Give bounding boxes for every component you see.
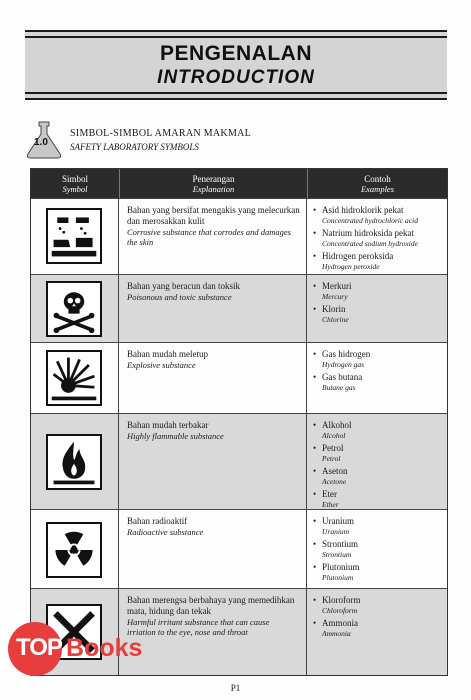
example-english: Petrol bbox=[322, 454, 341, 463]
example-malay: • Plutonium bbox=[322, 562, 360, 572]
list-item bbox=[313, 281, 443, 302]
table-row bbox=[31, 198, 447, 274]
example-malay: • Gas butana bbox=[322, 372, 363, 382]
table-header bbox=[31, 169, 447, 198]
page-number: P1 bbox=[230, 683, 241, 693]
header-symbol bbox=[31, 169, 119, 198]
radioactive-icon bbox=[46, 522, 102, 578]
example-malay: • Merkuri bbox=[322, 281, 352, 291]
examples-cell bbox=[307, 275, 447, 342]
watermark-books-text: Books bbox=[66, 634, 143, 662]
header-symbol-malay: Simbol bbox=[61, 174, 88, 184]
list-item bbox=[313, 304, 443, 325]
example-english: Acetone bbox=[322, 477, 347, 486]
table-row bbox=[31, 274, 447, 342]
example-malay: • Natrium hidroksida pekat bbox=[322, 228, 414, 238]
example-english: Hydrogen gas bbox=[322, 360, 365, 369]
symbol-cell bbox=[31, 510, 119, 588]
examples-cell bbox=[307, 414, 447, 509]
symbol-cell bbox=[31, 414, 119, 509]
explanation-malay: Bahan radioaktif bbox=[127, 516, 188, 526]
example-malay: • Hidrogen peroksida bbox=[322, 251, 394, 261]
example-malay: • Uranium bbox=[322, 516, 354, 526]
header-examples-english: Examples bbox=[360, 184, 395, 194]
title-banner bbox=[25, 30, 447, 100]
example-english: Chlorine bbox=[322, 315, 349, 324]
example-english: Plutonium bbox=[322, 573, 354, 582]
symbol-cell bbox=[31, 199, 119, 274]
corrosive-icon bbox=[46, 208, 102, 264]
examples-cell bbox=[307, 343, 447, 413]
header-explanation bbox=[119, 169, 307, 198]
example-english: Hydrogen peroxide bbox=[322, 262, 380, 271]
example-malay: • Kloroform bbox=[322, 595, 361, 605]
explosive-icon bbox=[46, 350, 102, 406]
examples-cell bbox=[307, 199, 447, 274]
watermark-top-text: TOP bbox=[16, 634, 62, 661]
examples-cell bbox=[307, 510, 447, 588]
list-item bbox=[313, 466, 443, 487]
example-english: Alcohol bbox=[322, 431, 346, 440]
explanation-cell bbox=[119, 414, 307, 509]
example-malay: • Gas hidrogen bbox=[322, 349, 371, 359]
explanation-english: Radioactive substance bbox=[127, 527, 204, 537]
list-item bbox=[313, 205, 443, 226]
explanation-cell bbox=[119, 275, 307, 342]
skull-crossbones-icon bbox=[46, 281, 102, 337]
list-item bbox=[313, 618, 443, 639]
header-explanation-malay: Penerangan bbox=[192, 174, 235, 184]
explanation-english: Highly flammable substance bbox=[127, 431, 224, 441]
example-english: Ether bbox=[322, 500, 339, 509]
example-malay: • Ammonia bbox=[322, 618, 358, 628]
explanation-english: Corrosive substance that corrodes and damages the skin bbox=[127, 227, 291, 247]
example-malay: • Eter bbox=[322, 489, 337, 499]
list-item bbox=[313, 562, 443, 583]
list-item bbox=[313, 251, 443, 272]
header-symbol-english: Symbol bbox=[62, 184, 88, 194]
header-examples-malay: Contoh bbox=[364, 174, 391, 184]
section-number: 1.0 bbox=[34, 137, 48, 148]
examples-cell bbox=[307, 589, 447, 675]
list-item bbox=[313, 349, 443, 370]
example-english: Strontium bbox=[322, 550, 352, 559]
section-title: SIMBOL-SIMBOL AMARAN MAKMAL bbox=[70, 128, 252, 139]
example-malay: • Alkohol bbox=[322, 420, 352, 430]
flame-icon bbox=[46, 434, 102, 490]
table-row bbox=[31, 342, 447, 413]
page-title: PENGENALAN bbox=[159, 42, 312, 65]
example-english: Concentrated hydrochloric acid bbox=[322, 216, 418, 225]
example-malay: • Aseton bbox=[322, 466, 348, 476]
explanation-malay: Bahan merengsa berbahaya yang memedihkan mata, hidung dan tekak bbox=[127, 595, 295, 616]
symbol-cell bbox=[31, 275, 119, 342]
example-english: Mercury bbox=[322, 292, 348, 301]
explanation-cell bbox=[119, 510, 307, 588]
explanation-malay: Bahan mudah terbakar bbox=[127, 420, 209, 430]
header-examples bbox=[307, 169, 447, 198]
example-english: Chloroform bbox=[322, 606, 358, 615]
list-item bbox=[313, 516, 443, 537]
symbol-cell bbox=[31, 343, 119, 413]
table-row bbox=[31, 509, 447, 588]
explanation-english: Poisonous and toxic substance bbox=[127, 292, 232, 302]
explanation-cell bbox=[119, 343, 307, 413]
section-subtitle: SAFETY LABORATORY SYMBOLS bbox=[70, 142, 199, 152]
explanation-malay: Bahan yang beracun dan toksik bbox=[127, 281, 240, 291]
safety-symbols-table bbox=[30, 168, 448, 676]
explanation-english: Harmful irritant substance that can cause irriation to the eye, nose and throat bbox=[127, 617, 270, 637]
explanation-malay: Bahan mudah meletup bbox=[127, 349, 208, 359]
page-subtitle: INTRODUCTION bbox=[157, 67, 315, 88]
example-english: Butane gas bbox=[322, 383, 356, 392]
list-item bbox=[313, 372, 443, 393]
table-row bbox=[31, 413, 447, 509]
example-malay: • Asid hidroklorik pekat bbox=[322, 205, 404, 215]
example-english: Ammonia bbox=[322, 629, 351, 638]
header-explanation-english: Explanation bbox=[192, 184, 235, 194]
list-item bbox=[313, 595, 443, 616]
explanation-malay: Bahan yang bersifat mengakis yang melecurkan dan merosakkan kulit bbox=[127, 205, 300, 226]
explanation-english: Explosive substance bbox=[127, 360, 196, 370]
list-item bbox=[313, 443, 443, 464]
list-item bbox=[313, 228, 443, 249]
list-item bbox=[313, 539, 443, 560]
example-english: Concentrated sodium hydroxide bbox=[322, 239, 418, 248]
explanation-cell bbox=[119, 199, 307, 274]
example-malay: • Klorin bbox=[322, 304, 346, 314]
list-item bbox=[313, 420, 443, 441]
topbooks-watermark-logo bbox=[8, 622, 193, 676]
example-malay: • Strontium bbox=[322, 539, 359, 549]
example-english: Uranium bbox=[322, 527, 350, 536]
example-malay: • Petrol bbox=[322, 443, 344, 453]
list-item bbox=[313, 489, 443, 510]
